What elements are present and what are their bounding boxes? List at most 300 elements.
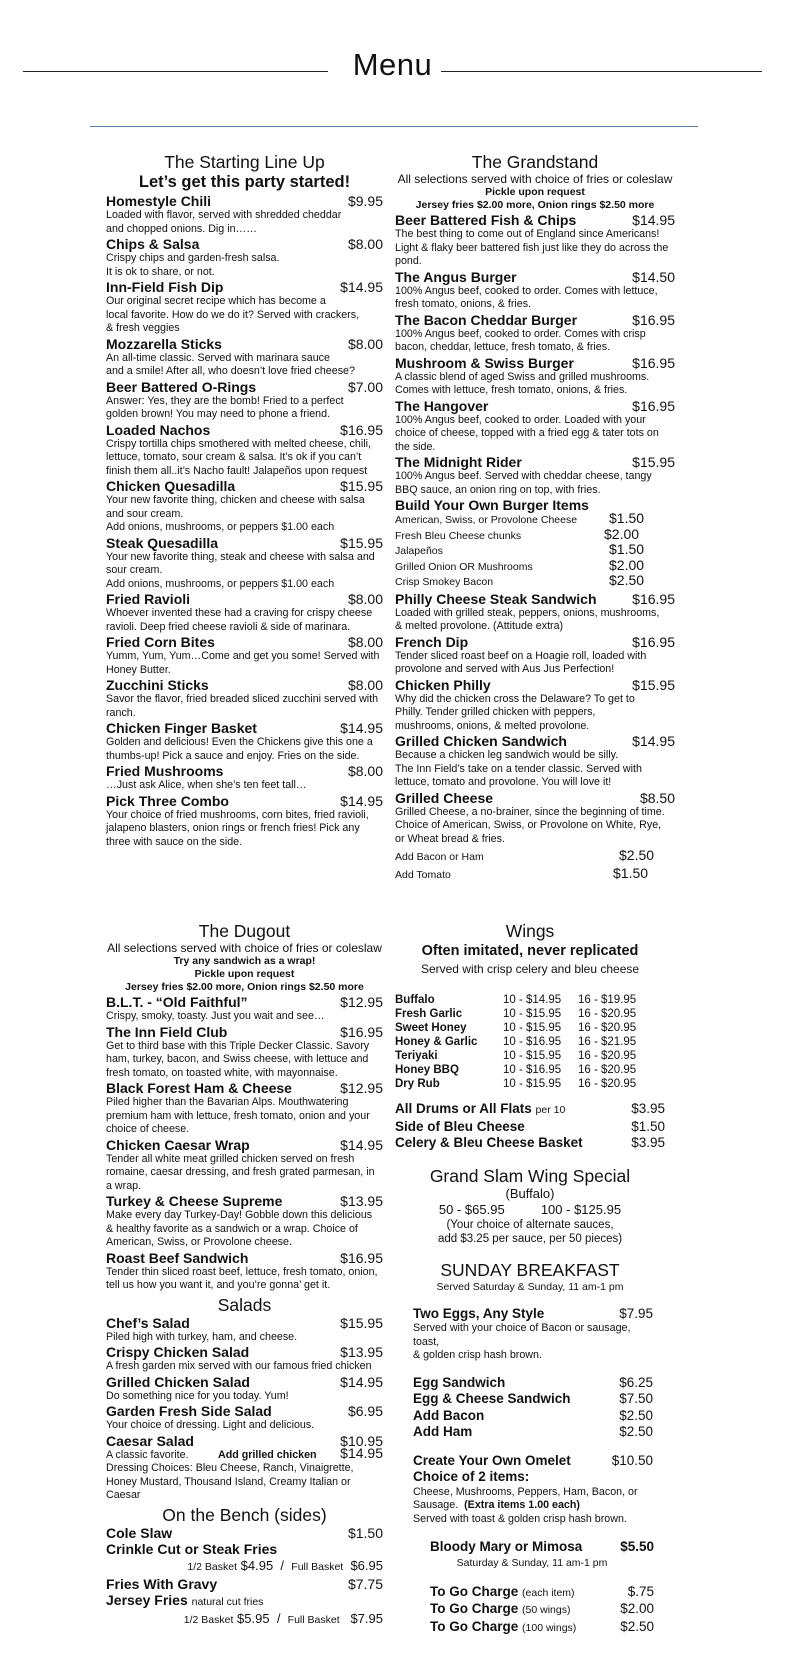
item-name: Fried Ravioli [106,591,191,607]
item-desc: premium ham with lettuce, fresh tomato, onion and your [106,1109,370,1122]
wing-row [395,1077,665,1091]
menu-item [106,1024,383,1040]
header-divider [90,126,698,127]
extras [430,1539,654,1636]
item-price: $14.95 [340,720,383,736]
option-name: Crisp Smokey Bacon [395,576,494,588]
item-desc: 100% Angus beef, cooked to order. Comes with lettuce, [395,284,658,297]
bench-title: On the Bench (sides) [162,1504,327,1525]
item-desc: three with sauce on the side. [106,835,243,848]
item-name: Zucchini Sticks [106,677,209,693]
dressing-line: Caesar [106,1489,141,1501]
wing-row [395,1035,665,1049]
item-price: $2.50 [620,1618,654,1634]
item-name: Turkey & Cheese Supreme [106,1193,283,1209]
item-desc: Whoever invented these had a craving for crispy cheese [106,607,373,619]
item-name: Chicken Quesadilla [106,478,236,494]
item-price: $15.95 [340,534,383,551]
item-price: $13.95 [340,1193,383,1209]
menu-item [413,1408,653,1425]
omelet-desc: Cheese, Mushrooms, Peppers, Ham, Bacon, or [413,1485,638,1498]
section-note: Jersey fries $2.00 more, Onion rings $2.50 more [415,199,655,211]
item-price: $2.50 [619,1407,653,1423]
item-desc: ham, turkey, bacon, and Swiss cheese, with lettuce and [106,1053,369,1065]
item-desc: and a smile! After all, who doesn’t love fried cheese? [106,365,355,377]
wing-price-10: 10 - $16.95 [503,1064,562,1076]
item-name: Steak Quesadilla [106,534,219,551]
section-wings [395,921,665,1636]
item-name: Grilled Chicken Sandwich [395,733,567,749]
item-desc: the side. [395,440,436,453]
menu-item [106,422,383,438]
item-desc: 100% Angus beef, cooked to order. Comes with crisp [395,327,646,340]
item-price: $8.00 [347,236,383,252]
option-price: $1.50 [609,510,645,526]
menu-item [395,454,675,470]
item-desc: The Inn Field’s take on a tender classic. Served with [395,762,642,775]
item-price: $2.50 [619,1424,653,1439]
item-price: $14.95 [340,1136,383,1153]
grand-slam-note: add $3.25 per sauce, per 50 pieces) [437,1232,623,1245]
grilled-chicken-addon: Add grilled chicken [218,1448,317,1461]
item-desc: & melted provolone. (Attitude extra) [395,620,564,632]
item-desc: local favorite. How do we do it? Served with crackers, [106,308,360,321]
item-name: Fried Mushrooms [106,763,224,779]
section-grandstand [395,152,675,884]
item-desc: A fresh garden mix served with our famous fried chicken [106,1360,372,1372]
item-desc: thumbs-up! Pick a sauce and enjoy. Fries on the side. [106,749,360,762]
item-name: To Go Charge [430,1583,519,1599]
item-desc: and sour cream. [106,507,184,520]
menu-item: Celery & Bleu Cheese Basket $3.95 [395,1135,665,1150]
item-price: $8.00 [347,763,383,779]
item-name: Mozzarella Sticks [106,335,222,352]
item-desc: Get to third base with this Triple Decker Classic. Savory [106,1039,370,1052]
section-tagline: Often imitated, never replicated [421,943,639,959]
item-desc: Make every day Turkey-Day! Gobble down this delicious [106,1209,373,1221]
item-price: $16.95 [632,311,675,328]
item-desc: sour cream. [106,564,163,576]
crinkle-prices: 1/2 Basket $4.95 / Full Basket $6.95 [187,1557,383,1573]
wing-flavor: Honey & Garlic [395,1036,478,1048]
menu-item-list [106,994,383,1293]
menu-item [395,790,675,806]
option-name: Jalapeños [395,545,443,557]
item-desc: A classic blend of aged Swiss and grilled mushrooms. [395,370,650,383]
section-subtitle: All selections served with choice of fries or coleslaw [397,172,673,186]
menu-item [395,733,675,749]
option-price: $2.50 [609,572,645,588]
item-name: The Midnight Rider [395,454,522,470]
item-desc: American, Swiss, or Provolone cheese. [106,1236,292,1248]
item-name: Crispy Chicken Salad [106,1344,250,1360]
item-name: Chicken Caesar Wrap [106,1136,250,1153]
wing-price-16: 16 - $20.95 [578,1050,637,1062]
item-price: $9.95 [347,193,383,209]
menu-item [106,1315,383,1331]
item-desc: fresh tomato, onions, & fries. [395,298,532,310]
menu-item-list [395,591,675,847]
item-name: Add Ham [413,1424,473,1439]
item-desc: Answer: Yes, they are the bomb! Fried to a perfect [106,394,344,407]
build-option [395,541,645,560]
menu-item-list [106,1315,383,1449]
wing-row [395,1007,665,1021]
menu-item [430,1619,654,1637]
breakfast-sub: Served Saturday & Sunday, 11 am-1 pm [436,1280,624,1293]
item-price: $14.95 [632,733,675,749]
wing-price-16: 16 - $20.95 [578,1064,637,1076]
omelet-choice: Choice of 2 items: [413,1469,530,1484]
item-note: (each item) [522,1586,575,1599]
item-desc: It is ok to share, or not. [106,265,215,278]
breakfast-menu [413,1306,653,1527]
item-desc: Add onions, mushrooms, or peppers $1.00 each [106,521,335,533]
menu-item [413,1375,653,1392]
menu-item: Cole Slaw $1.50 [106,1524,383,1541]
menu-item [413,1391,653,1408]
omelet-desc: Sausage. (Extra items 1.00 each) [413,1499,580,1511]
item-desc: pond. [395,255,422,267]
item-desc: Your new favorite thing, steak and cheese with salsa and [106,550,375,563]
wing-row [395,1049,665,1063]
item-price: $8.00 [347,677,383,693]
to-go-charges [430,1584,654,1637]
item-desc: Savor the flavor, fried breaded sliced zucchini served with [106,693,379,705]
item-name: The Angus Burger [395,268,517,285]
item-desc: Tender sliced roast beef on a Hoagie roll, loaded with [395,649,647,662]
menu-item [395,591,675,607]
menu-item [106,763,383,779]
item-name: Mushroom & Swiss Burger [395,354,574,371]
dressing-line: Honey Mustard, Thousand Island, Creamy Italian or [106,1475,351,1488]
item-name: Loaded Nachos [106,421,211,438]
section-dugout [106,921,383,1629]
item-desc: choice of cheese. [106,1123,190,1135]
grand-slam-sub: (Buffalo) [505,1185,555,1201]
wing-flavor: Teriyaki [395,1050,438,1062]
option-name: Add Bacon or Ham [395,851,484,863]
item-price: $8.00 [347,634,383,650]
item-price: $15.95 [340,1314,383,1331]
menu-item: Fries With Gravy $7.75 [106,1575,383,1592]
menu-item: Side of Bleu Cheese $1.50 [395,1118,665,1134]
item-desc: choice of cheese, topped with a fried egg & tater tots on [395,427,659,439]
section-title: The Grandstand [471,152,599,172]
item-desc: & golden crisp hash brown. [413,1349,542,1361]
item-price: $14.95 [340,279,383,295]
item-name: Caesar Salad [106,1432,194,1449]
wing-price-10: 10 - $15.95 [503,1078,562,1090]
section-subtitle: Served with crisp celery and bleu cheese [420,962,640,976]
section-starting-line-up [106,152,383,849]
item-name: Chef’s Salad [106,1314,190,1331]
menu-item [106,1250,383,1266]
menu-title: Menu [352,47,433,82]
menu-item [395,212,675,228]
section-note: Try any sandwich as a wrap! [173,955,316,967]
menu-item [106,336,383,352]
menu-item [106,535,383,551]
item-desc: fresh tomato, on toasted white, with mayonnaise. [106,1066,338,1079]
item-desc [413,1322,653,1363]
menu-item: Bloody Mary or Mimosa $5.50 [430,1539,654,1554]
item-desc: Served with your choice of Bacon or sausage, toast, [413,1322,631,1348]
item-desc: Because a chicken leg sandwich would be silly. [395,749,619,761]
menu-item [395,355,675,371]
wing-row [395,1063,665,1077]
build-option [395,556,645,576]
option-name: Add Tomato [395,869,451,881]
breakfast-title: SUNDAY BREAKFAST [440,1259,620,1280]
option-name: Grilled Onion OR Mushrooms [395,560,533,573]
menu-item [106,1403,383,1419]
item-desc: Piled high with turkey, ham, and cheese. [106,1330,298,1343]
menu-item [106,1374,383,1390]
item-price: $14.50 [632,268,675,285]
item-price: $16.95 [340,1249,383,1266]
menu-item [395,634,675,650]
menu-item-list [395,212,675,497]
menu-item: Create Your Own Omelet $10.50 [413,1452,653,1468]
menu-item [106,720,383,736]
wing-flavor: Sweet Honey [395,1022,467,1034]
item-desc: Our original secret recipe which has become a [106,295,326,307]
item-desc: Why did the chicken cross the Delaware? To get to [395,692,635,705]
caesar-desc-line [106,1444,383,1463]
item-desc: Add onions, mushrooms, or peppers $1.00 each [106,577,335,590]
item-price: $16.95 [340,421,383,438]
item-price: $8.00 [347,591,383,607]
option-price: $2.00 [604,525,640,542]
item-price: $6.95 [347,1403,383,1419]
wing-price-10: 10 - $16.95 [503,1036,562,1048]
item-price: $15.95 [632,676,675,693]
omelet-desc: Served with toast & golden crisp hash brown. [413,1512,627,1525]
item-desc: BBQ sauce, an onion ring on top, with fries. [395,483,601,496]
item-desc: Crispy tortilla chips smothered with melted cheese, chili, [106,437,371,450]
item-name: The Hangover [395,397,489,414]
item-price: $10.95 [340,1432,383,1449]
item-name: Chicken Finger Basket [106,720,257,736]
item-desc: a wrap. [106,1179,142,1192]
option-price: $1.50 [609,541,645,557]
item-desc: & fresh veggies [106,322,180,334]
item-desc: 100% Angus beef, cooked to order. Loaded with your [395,413,646,426]
header-rule-right [441,71,762,72]
section-title: The Dugout [198,921,291,941]
grand-slam-note: (Your choice of alternate sauces, [446,1218,614,1231]
item-price: $15.95 [632,454,675,470]
item-desc: Tender all white meat grilled chicken served on fresh [106,1152,355,1165]
item-desc: Light & flaky beer battered fish just like they do across the [395,241,669,254]
item-price: $16.95 [632,633,675,650]
wing-flavor: Buffalo [395,994,435,1006]
item-price: $14.95 [340,792,383,809]
item-price: $16.95 [632,590,675,607]
wing-row [395,1021,665,1035]
menu-item: Crinkle Cut or Steak Fries [106,1540,278,1557]
item-name: Egg & Cheese Sandwich [413,1391,571,1406]
build-option [395,525,640,545]
item-name: Egg Sandwich [413,1374,506,1390]
item-name: The Inn Field Club [106,1023,228,1040]
jersey-prices: 1/2 Basket $5.95 / Full Basket $7.95 [183,1610,383,1626]
item-note: (50 wings) [522,1604,571,1616]
item-name: Inn-Field Fish Dip [106,279,224,295]
item-name: Chicken Philly [395,676,491,693]
wing-price-table [395,993,665,1091]
item-desc: Comes with lettuce, fresh tomato, onions, & fries. [395,384,628,396]
menu-item [106,1193,383,1209]
item-desc: Do something nice for you today. Yum! [106,1389,289,1402]
menu-header [0,44,785,94]
menu-item [106,193,383,209]
menu-item [106,793,383,809]
item-price: $16.95 [632,354,675,371]
section-note: Pickle upon request [194,968,295,980]
item-desc: romaine, caesar dressing, and fresh grated parmesan, in [106,1166,375,1178]
menu-item [106,677,383,693]
wing-price-16: 16 - $20.95 [578,1008,637,1020]
item-name: Chips & Salsa [106,236,200,252]
wing-flavor: Honey BBQ [395,1064,459,1076]
item-desc: Honey Butter. [106,663,171,676]
option-name: Fresh Bleu Cheese chunks [395,529,522,542]
item-price: $.75 [627,1583,654,1599]
caesar-desc: A classic favorite. [106,1448,189,1461]
item-desc: provolone and served with Aus Jus Perfection! [395,663,615,675]
breakfast-items [413,1375,653,1441]
section-title: The Starting Line Up [164,152,325,172]
item-desc: and chopped onions. Dig in…… [106,222,257,235]
item-name: Garden Fresh Side Salad [106,1403,272,1419]
menu-item [395,398,675,414]
grilled-chicken-addon-price: $14.95 [340,1444,383,1461]
menu-item [106,1137,383,1153]
item-name: B.L.T. - “Old Faithful” [106,994,248,1010]
item-name: Fried Corn Bites [106,634,215,650]
item-price: $13.95 [340,1344,383,1360]
item-desc: bacon, cheddar, lettuce, fresh tomato, & fries. [395,341,611,353]
menu-item [106,236,383,252]
wing-price-10: 10 - $15.95 [503,1050,562,1062]
wing-flavor: Fresh Garlic [395,1008,463,1020]
item-desc: or Wheat bread & fries. [395,832,505,845]
item-desc: Yumm, Yum, Yum…Come and get you some! Served with [106,650,380,662]
item-name: Beer Battered O-Rings [106,378,257,395]
grand-slam-title: Grand Slam Wing Special [429,1165,631,1186]
option-price: $2.50 [619,847,655,863]
item-desc: Your choice of fried mushrooms, corn bites, fried ravioli, [106,808,369,821]
item-price: $15.95 [340,478,383,494]
item-desc: …Just ask Alice, when she’s ten feet tall… [106,779,307,791]
menu-item [106,379,383,395]
item-desc: Crispy, smoky, toasty. Just you wait and see… [106,1010,325,1022]
menu-item [413,1424,653,1441]
dressing-choices [106,1462,383,1503]
menu-item [395,269,675,285]
build-your-own-title: Build Your Own Burger Items [395,497,589,513]
wing-price-16: 16 - $20.95 [578,1022,637,1034]
item-desc: finish them all..it’s Nacho fault! Jalapeños upon request [106,464,368,477]
option-price: $1.50 [613,865,649,881]
item-desc: Piled higher than the Bavarian Alps. Mouthwatering [106,1096,349,1108]
item-desc: Golden and delicious! Even the Chickens give this one a [106,736,373,748]
menu-item [106,591,383,607]
wing-row [395,993,665,1007]
addon-list [395,848,655,884]
item-name: Grilled Chicken Salad [106,1373,250,1390]
menu-item [106,478,383,494]
item-price: $8.00 [347,335,383,352]
section-tagline: Let’s get this party started! [138,173,351,191]
menu-item: Jersey Fries natural cut fries [106,1591,264,1608]
item-desc: tell us how you want it, and you’re gonna’ get it. [106,1279,331,1291]
wing-price-10: 10 - $15.95 [503,1022,562,1034]
menu-item-list [106,193,383,849]
item-price: $16.95 [340,1023,383,1040]
menu-item [106,1344,383,1360]
item-desc: Choice of American, Swiss, or Provolone on White, Rye, [395,819,662,831]
item-note: (100 wings) [522,1621,577,1634]
item-price: $7.00 [347,378,383,395]
grand-slam-prices: 50 - $65.95 100 - $125.95 [438,1201,622,1217]
wing-price-10: 10 - $15.95 [503,1008,562,1020]
wing-price-10: 10 - $14.95 [503,994,562,1006]
menu-item [106,279,383,295]
build-options-list [395,510,645,591]
item-price: $7.50 [619,1391,653,1406]
item-desc: Your new favorite thing, chicken and cheese with salsa [106,494,365,506]
item-price: $12.95 [340,994,383,1010]
item-name: The Bacon Cheddar Burger [395,311,578,328]
item-name: Beer Battered Fish & Chips [395,212,577,228]
item-desc: Loaded with flavor, served with shredded cheddar [106,209,342,221]
item-desc: mushrooms, onions, & melted provolone. [395,719,590,732]
item-desc: An all-time classic. Served with marinara sauce [106,351,330,364]
item-desc: lettuce, tomato and provolone. You will love it! [395,776,612,788]
item-name: To Go Charge [430,1618,519,1634]
section-subtitle: All selections served with choice of fries or coleslaw [107,941,382,955]
item-name: Black Forest Ham & Cheese [106,1080,292,1096]
item-desc: jalapeno blasters, onion rings or french fries! Pick any [106,822,360,834]
menu-item [395,677,675,693]
menu-item: Two Eggs, Any Style $7.95 [413,1305,653,1321]
wing-price-16: 16 - $19.95 [578,994,637,1006]
section-note: Jersey fries $2.00 more, Onion rings $2.50 more [125,981,364,993]
item-price: $14.95 [632,212,675,228]
menu-item [106,634,383,650]
item-price: $2.00 [620,1601,654,1616]
item-name: Homestyle Chili [106,193,212,209]
item-desc: & healthy favorite as a sandwich or a wrap. Choice of [106,1222,358,1235]
item-price: $8.50 [639,789,675,806]
item-price: $6.25 [619,1374,653,1390]
menu-item [106,994,383,1010]
wing-flavor: Dry Rub [395,1078,440,1090]
item-price: $14.95 [340,1373,383,1390]
menu-item [395,312,675,328]
menu-item [430,1584,654,1602]
item-desc: Tender thin sliced roast beef, lettuce, fresh tomato, onion, [106,1265,378,1278]
item-name: Add Bacon [413,1407,485,1423]
salads-title: Salads [217,1294,272,1315]
build-option [395,572,645,591]
item-price: $12.95 [340,1080,383,1096]
addon-option [395,866,655,884]
section-note: Pickle upon request [485,186,585,198]
